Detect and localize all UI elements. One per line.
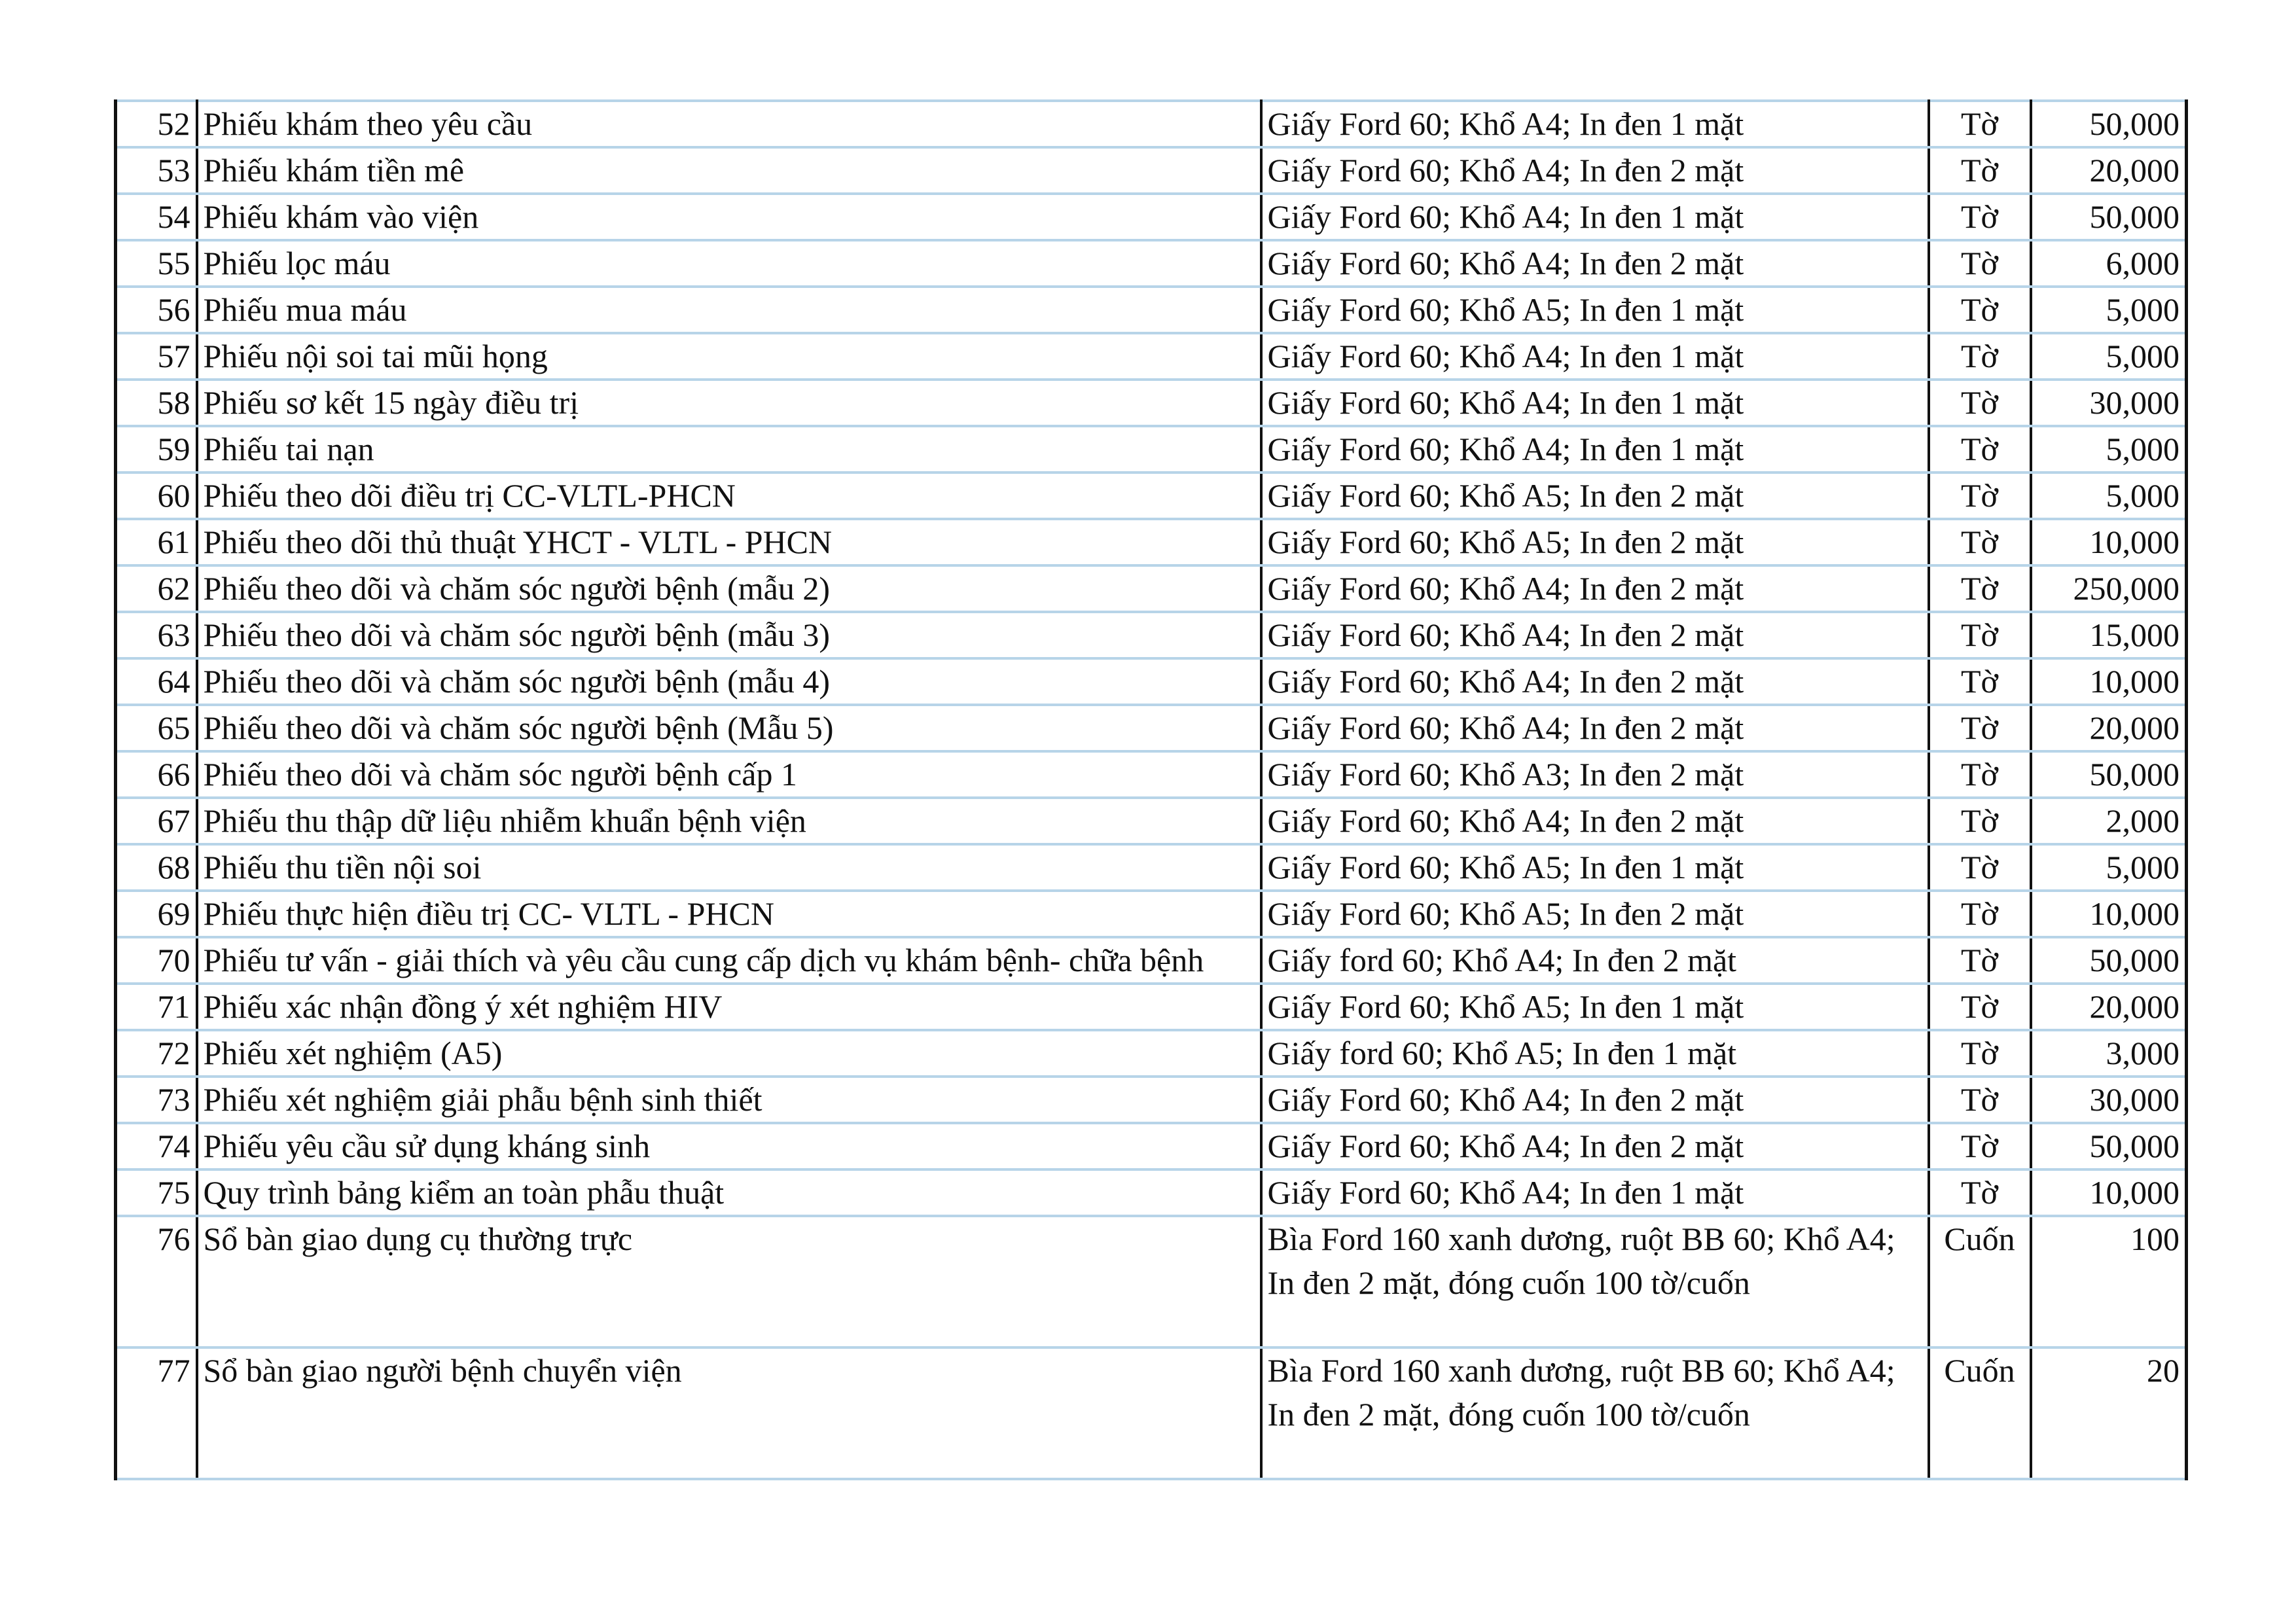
item-spec: Giấy Ford 60; Khổ A4; In đen 1 mặt <box>1261 101 1929 147</box>
item-quantity: 100 <box>2031 1216 2187 1347</box>
item-name: Phiếu thu tiền nội soi <box>197 844 1261 891</box>
table-row <box>116 1347 2187 1479</box>
item-quantity: 10,000 <box>2031 891 2187 937</box>
item-unit: Tờ <box>1929 1123 2031 1169</box>
item-unit: Tờ <box>1929 1030 2031 1077</box>
item-unit: Tờ <box>1929 937 2031 984</box>
row-number: 52 <box>116 101 197 147</box>
item-quantity: 50,000 <box>2031 751 2187 798</box>
row-number: 77 <box>116 1347 197 1479</box>
item-spec: Giấy Ford 60; Khổ A5; In đen 1 mặt <box>1261 844 1929 891</box>
item-quantity: 15,000 <box>2031 612 2187 658</box>
item-spec: Giấy ford 60; Khổ A4; In đen 2 mặt <box>1261 937 1929 984</box>
item-name: Sổ bàn giao người bệnh chuyển viện <box>197 1347 1261 1479</box>
row-number: 69 <box>116 891 197 937</box>
item-spec: Giấy Ford 60; Khổ A4; In đen 2 mặt <box>1261 658 1929 705</box>
item-name: Phiếu mua máu <box>197 287 1261 333</box>
table-row <box>116 565 2187 612</box>
table-row <box>116 426 2187 473</box>
row-number: 56 <box>116 287 197 333</box>
table-row <box>116 333 2187 380</box>
item-spec: Giấy Ford 60; Khổ A5; In đen 2 mặt <box>1261 891 1929 937</box>
row-number: 62 <box>116 565 197 612</box>
item-quantity: 10,000 <box>2031 658 2187 705</box>
table-row <box>116 1169 2187 1216</box>
item-spec: Giấy Ford 60; Khổ A4; In đen 2 mặt <box>1261 147 1929 194</box>
item-unit: Tờ <box>1929 658 2031 705</box>
row-number: 75 <box>116 1169 197 1216</box>
item-quantity: 6,000 <box>2031 240 2187 287</box>
item-name: Phiếu theo dõi và chăm sóc người bệnh (mẫu 2) <box>197 565 1261 612</box>
table-row <box>116 147 2187 194</box>
item-unit: Tờ <box>1929 101 2031 147</box>
row-number: 58 <box>116 380 197 426</box>
row-number: 76 <box>116 1216 197 1347</box>
item-unit: Tờ <box>1929 147 2031 194</box>
item-quantity: 30,000 <box>2031 380 2187 426</box>
row-number: 59 <box>116 426 197 473</box>
row-number: 66 <box>116 751 197 798</box>
item-spec: Giấy Ford 60; Khổ A5; In đen 2 mặt <box>1261 473 1929 519</box>
item-unit: Tờ <box>1929 844 2031 891</box>
table-row <box>116 519 2187 565</box>
table-row <box>116 751 2187 798</box>
table-row <box>116 798 2187 844</box>
item-name: Phiếu theo dõi và chăm sóc người bệnh (mẫu 4) <box>197 658 1261 705</box>
item-quantity: 50,000 <box>2031 937 2187 984</box>
item-name: Phiếu sơ kết 15 ngày điều trị <box>197 380 1261 426</box>
row-number: 60 <box>116 473 197 519</box>
item-unit: Tờ <box>1929 798 2031 844</box>
items-table <box>114 99 2188 1480</box>
item-name: Phiếu nội soi tai mũi họng <box>197 333 1261 380</box>
item-name: Phiếu yêu cầu sử dụng kháng sinh <box>197 1123 1261 1169</box>
table-row <box>116 240 2187 287</box>
item-spec: Giấy Ford 60; Khổ A4; In đen 1 mặt <box>1261 333 1929 380</box>
item-quantity: 20 <box>2031 1347 2187 1479</box>
item-unit: Tờ <box>1929 426 2031 473</box>
item-quantity: 250,000 <box>2031 565 2187 612</box>
item-unit: Tờ <box>1929 612 2031 658</box>
item-unit: Tờ <box>1929 984 2031 1030</box>
row-number: 64 <box>116 658 197 705</box>
item-name: Phiếu theo dõi và chăm sóc người bệnh (mẫu 3) <box>197 612 1261 658</box>
row-number: 70 <box>116 937 197 984</box>
row-number: 74 <box>116 1123 197 1169</box>
item-unit: Tờ <box>1929 751 2031 798</box>
item-quantity: 5,000 <box>2031 473 2187 519</box>
table-row <box>116 380 2187 426</box>
item-spec: Giấy Ford 60; Khổ A4; In đen 2 mặt <box>1261 1077 1929 1123</box>
item-unit: Cuốn <box>1929 1347 2031 1479</box>
item-unit: Tờ <box>1929 287 2031 333</box>
item-quantity: 2,000 <box>2031 798 2187 844</box>
table-row <box>116 1030 2187 1077</box>
item-name: Phiếu theo dõi điều trị CC-VLTL-PHCN <box>197 473 1261 519</box>
item-unit: Tờ <box>1929 333 2031 380</box>
item-name: Phiếu tai nạn <box>197 426 1261 473</box>
item-unit: Tờ <box>1929 519 2031 565</box>
table-row <box>116 937 2187 984</box>
item-spec: Giấy Ford 60; Khổ A5; In đen 1 mặt <box>1261 984 1929 1030</box>
item-unit: Tờ <box>1929 380 2031 426</box>
item-quantity: 5,000 <box>2031 287 2187 333</box>
table-row <box>116 658 2187 705</box>
item-quantity: 5,000 <box>2031 426 2187 473</box>
item-spec: Giấy Ford 60; Khổ A4; In đen 2 mặt <box>1261 1123 1929 1169</box>
row-number: 55 <box>116 240 197 287</box>
item-spec: Giấy Ford 60; Khổ A4; In đen 1 mặt <box>1261 1169 1929 1216</box>
item-unit: Tờ <box>1929 473 2031 519</box>
row-number: 71 <box>116 984 197 1030</box>
item-spec: Giấy Ford 60; Khổ A4; In đen 1 mặt <box>1261 194 1929 240</box>
row-number: 73 <box>116 1077 197 1123</box>
item-name: Phiếu xét nghiệm (A5) <box>197 1030 1261 1077</box>
row-number: 67 <box>116 798 197 844</box>
table-row <box>116 1123 2187 1169</box>
item-name: Phiếu theo dõi thủ thuật YHCT - VLTL - PHCN <box>197 519 1261 565</box>
row-number: 65 <box>116 705 197 751</box>
item-name: Phiếu khám tiền mê <box>197 147 1261 194</box>
item-name: Phiếu xác nhận đồng ý xét nghiệm HIV <box>197 984 1261 1030</box>
row-number: 72 <box>116 1030 197 1077</box>
item-spec: Giấy Ford 60; Khổ A3; In đen 2 mặt <box>1261 751 1929 798</box>
item-quantity: 10,000 <box>2031 1169 2187 1216</box>
item-name: Sổ bàn giao dụng cụ thường trực <box>197 1216 1261 1347</box>
item-unit: Tờ <box>1929 1169 2031 1216</box>
item-quantity: 3,000 <box>2031 1030 2187 1077</box>
item-quantity: 30,000 <box>2031 1077 2187 1123</box>
table-row <box>116 844 2187 891</box>
item-quantity: 10,000 <box>2031 519 2187 565</box>
item-quantity: 5,000 <box>2031 844 2187 891</box>
table-row <box>116 101 2187 147</box>
item-name: Phiếu xét nghiệm giải phẫu bệnh sinh thiết <box>197 1077 1261 1123</box>
table-row <box>116 287 2187 333</box>
item-quantity: 50,000 <box>2031 101 2187 147</box>
table-row <box>116 194 2187 240</box>
item-spec: Giấy Ford 60; Khổ A4; In đen 2 mặt <box>1261 240 1929 287</box>
item-unit: Tờ <box>1929 1077 2031 1123</box>
item-unit: Tờ <box>1929 194 2031 240</box>
item-spec: Giấy Ford 60; Khổ A4; In đen 1 mặt <box>1261 426 1929 473</box>
row-number: 57 <box>116 333 197 380</box>
item-spec: Giấy Ford 60; Khổ A4; In đen 1 mặt <box>1261 380 1929 426</box>
item-name: Phiếu tư vấn - giải thích và yêu cầu cung cấp dịch vụ khám bệnh- chữa bệnh <box>197 937 1261 984</box>
item-spec: Giấy Ford 60; Khổ A4; In đen 2 mặt <box>1261 612 1929 658</box>
item-spec: Giấy Ford 60; Khổ A5; In đen 2 mặt <box>1261 519 1929 565</box>
item-quantity: 5,000 <box>2031 333 2187 380</box>
item-unit: Tờ <box>1929 705 2031 751</box>
row-number: 63 <box>116 612 197 658</box>
row-number: 54 <box>116 194 197 240</box>
item-quantity: 50,000 <box>2031 194 2187 240</box>
item-spec: Bìa Ford 160 xanh dương, ruột BB 60; Khổ A4; In đen 2 mặt, đóng cuốn 100 tờ/cuốn <box>1261 1216 1929 1347</box>
item-unit: Tờ <box>1929 565 2031 612</box>
row-number: 53 <box>116 147 197 194</box>
item-name: Phiếu khám theo yêu cầu <box>197 101 1261 147</box>
table-row <box>116 705 2187 751</box>
item-name: Phiếu theo dõi và chăm sóc người bệnh (Mẫu 5) <box>197 705 1261 751</box>
table-row <box>116 612 2187 658</box>
item-unit: Tờ <box>1929 240 2031 287</box>
item-quantity: 20,000 <box>2031 705 2187 751</box>
item-spec: Giấy Ford 60; Khổ A4; In đen 2 mặt <box>1261 705 1929 751</box>
table-row <box>116 891 2187 937</box>
item-quantity: 20,000 <box>2031 147 2187 194</box>
item-spec: Giấy ford 60; Khổ A5; In đen 1 mặt <box>1261 1030 1929 1077</box>
table-row <box>116 1077 2187 1123</box>
item-quantity: 50,000 <box>2031 1123 2187 1169</box>
table-row <box>116 473 2187 519</box>
item-name: Quy trình bảng kiểm an toàn phẫu thuật <box>197 1169 1261 1216</box>
item-name: Phiếu thực hiện điều trị CC- VLTL - PHCN <box>197 891 1261 937</box>
item-name: Phiếu lọc máu <box>197 240 1261 287</box>
row-number: 68 <box>116 844 197 891</box>
item-spec: Giấy Ford 60; Khổ A4; In đen 2 mặt <box>1261 565 1929 612</box>
item-unit: Tờ <box>1929 891 2031 937</box>
item-name: Phiếu theo dõi và chăm sóc người bệnh cấp 1 <box>197 751 1261 798</box>
document-page <box>114 99 2185 1480</box>
table-row <box>116 1216 2187 1347</box>
item-spec: Giấy Ford 60; Khổ A5; In đen 1 mặt <box>1261 287 1929 333</box>
item-name: Phiếu khám vào viện <box>197 194 1261 240</box>
item-spec: Giấy Ford 60; Khổ A4; In đen 2 mặt <box>1261 798 1929 844</box>
item-unit: Cuốn <box>1929 1216 2031 1347</box>
item-quantity: 20,000 <box>2031 984 2187 1030</box>
item-name: Phiếu thu thập dữ liệu nhiễm khuẩn bệnh viện <box>197 798 1261 844</box>
item-spec: Bìa Ford 160 xanh dương, ruột BB 60; Khổ A4; In đen 2 mặt, đóng cuốn 100 tờ/cuốn <box>1261 1347 1929 1479</box>
table-row <box>116 984 2187 1030</box>
row-number: 61 <box>116 519 197 565</box>
